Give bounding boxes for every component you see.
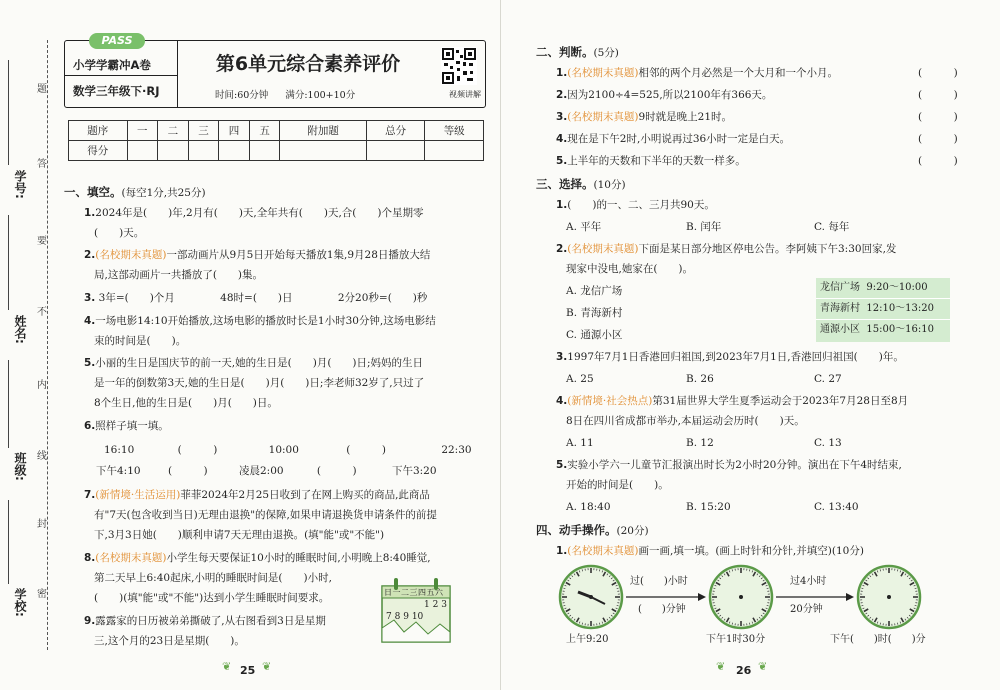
clock-3-caption[interactable]: 下午( )时( )分	[830, 634, 926, 645]
leaf-icon: ❦	[222, 660, 232, 673]
score-cell: 四	[219, 121, 250, 141]
calendar-day: 8	[394, 612, 401, 622]
choice-option[interactable]: A. 平年	[566, 221, 602, 233]
time-row-24h	[104, 440, 472, 460]
score-input-cell[interactable]	[366, 141, 425, 161]
arrow-1-top-label[interactable]: 过( )小时	[630, 576, 688, 587]
student-id-label: 学号:	[13, 170, 27, 199]
score-input-cell[interactable]	[249, 141, 280, 161]
score-input-cell[interactable]	[280, 141, 366, 161]
section-title	[536, 522, 649, 538]
time-cell: 10:00	[268, 444, 299, 456]
series-name: 小学学霸冲A卷	[73, 58, 151, 72]
exam-full-score: 满分:100+10分	[285, 90, 356, 101]
judge-answer-paren[interactable]: ( )	[918, 155, 958, 167]
choice-option[interactable]: C. 通源小区	[566, 329, 623, 341]
question-number: 8.	[84, 552, 96, 564]
source-tag: (名校期末真题)	[95, 552, 167, 564]
question-text: 现在是下午2时,小明说再过36小时一定是白天。	[567, 133, 791, 145]
cut-word: 要	[37, 236, 47, 247]
choice-option[interactable]: C. 27	[814, 373, 842, 385]
calendar-row-2	[386, 612, 423, 622]
question-text: 9时就是晚上21时。	[638, 111, 733, 123]
question-text: 实验小学六一儿童节汇报演出时长为2小时20分钟。演出在下午4时结束,	[567, 459, 902, 471]
question-text: 下,3月3日她( )顺利申请7天无理由退换。(填"能"或"不能")	[94, 529, 385, 541]
choice-option[interactable]: B. 青海新村	[566, 307, 623, 319]
clock-2-icon[interactable]	[708, 564, 774, 630]
arrow-2-bottom-label: 20分钟	[790, 604, 823, 615]
question-text: ( )的一、二、三月共90天。	[567, 199, 715, 211]
calendar-day: 10	[411, 612, 424, 622]
question-number: 2.	[84, 249, 96, 261]
time-cell: ( )	[177, 444, 218, 456]
question-text: 是一年的倒数第3天,她的生日是( )月( )日;李老师32岁了,只过了	[94, 377, 425, 389]
arrow-1-bottom-label[interactable]: ( )分钟	[638, 604, 686, 615]
question-text: ( )(填"能"或"不能")达到小学生睡眠时间要求。	[94, 592, 330, 604]
class-label: 班级:	[13, 452, 27, 481]
section-title	[64, 184, 206, 200]
source-tag: (名校期末真题)	[567, 67, 639, 79]
section-points: (10分)	[593, 179, 626, 191]
choice-question-3	[556, 347, 904, 367]
question-number: 5.	[556, 155, 568, 167]
notice-time: 15:00～16:10	[866, 324, 934, 335]
question-number: 4.	[84, 315, 96, 327]
question-text: 下面是某日部分地区停电公告。李阿姨下午3:30回家,发	[638, 243, 897, 255]
score-input-cell[interactable]	[127, 141, 158, 161]
time-cell: 16:10	[104, 444, 135, 456]
calendar-day: 1	[424, 600, 430, 610]
pass-badge: PASS	[89, 33, 145, 49]
judge-item	[556, 107, 732, 127]
choice-option[interactable]: B. 26	[686, 373, 714, 385]
question-text: 露露家的日历被弟弟撕破了,从右图看到3日是星期	[95, 615, 326, 627]
section-title-text: 四、动手操作。	[536, 523, 617, 537]
cut-word: 密	[37, 589, 47, 600]
calendar-row-1	[424, 600, 447, 610]
score-table	[68, 120, 484, 161]
cut-word: 内	[37, 380, 47, 391]
school-line	[8, 500, 31, 584]
question-part: 48时=( )日	[220, 292, 293, 304]
score-cell: 三	[188, 121, 219, 141]
calendar-day: 3	[441, 600, 447, 610]
question-text: ( )天。	[94, 227, 145, 239]
choice-option[interactable]: C. 13	[814, 437, 842, 449]
clock-1-caption: 上午9:20	[566, 634, 609, 645]
choice-option[interactable]: B. 闰年	[686, 221, 722, 233]
grade-name: 数学三年级下·RJ	[73, 84, 160, 98]
choice-question-5	[556, 455, 902, 495]
class-line	[8, 360, 31, 448]
time-cell: 22:30	[441, 444, 472, 456]
question-text: 局,这部动画片一共播放了( )集。	[94, 269, 264, 281]
question-text: 束的时间是( )。	[94, 335, 187, 347]
exam-header	[64, 34, 486, 108]
notice-row	[816, 298, 950, 319]
torn-calendar	[380, 576, 452, 644]
question-text: 一场电影14:10开始播放,这场电影的播放时长是1小时30分钟,这场电影结	[95, 315, 436, 327]
judge-answer-paren[interactable]: ( )	[918, 133, 958, 145]
time-cell: 下午4:10	[96, 465, 141, 477]
question-text: 小丽的生日是国庆节的前一天,她的生日是( )月( )日;妈妈的生日	[95, 357, 424, 369]
question-text: 上半年的天数和下半年的天数一样多。	[567, 155, 746, 167]
question-number: 2.	[556, 243, 568, 255]
source-tag: (名校期末真题)	[567, 545, 639, 557]
leaf-icon: ❦	[716, 660, 726, 673]
cut-word: 线	[37, 451, 47, 462]
question-number: 1.	[556, 545, 568, 557]
question-5	[84, 353, 424, 413]
choice-question-1	[556, 195, 715, 215]
notice-row	[816, 319, 950, 340]
question-text: 画一画,填一填。(画上时针和分针,并填空)(10分)	[638, 545, 864, 557]
score-cell: 总分	[366, 121, 425, 141]
score-cell: 附加题	[280, 121, 366, 141]
section-title	[536, 44, 619, 60]
student-id-line	[8, 60, 31, 165]
question-text: 1997年7月1日香港回归祖国,到2023年7月1日,香港回归祖国( )年。	[567, 351, 904, 363]
leaf-icon: ❦	[262, 660, 272, 673]
time-row-12h	[96, 461, 437, 481]
score-table-header-row	[69, 121, 484, 141]
choice-option[interactable]: A. 25	[566, 373, 594, 385]
judge-item	[556, 129, 790, 149]
judge-answer-paren[interactable]: ( )	[918, 89, 958, 101]
judge-item	[556, 63, 838, 83]
section-points: (20分)	[616, 525, 649, 537]
question-text: 开始的时间是( )。	[566, 479, 669, 491]
section-title-text: 一、填空。	[64, 185, 122, 199]
question-text: 第二天早上6:40起床,小明的睡眠时间是( )小时,	[94, 572, 332, 584]
question-text: 一部动画片从9月5日开始每天播放1集,9月28日播放大结	[166, 249, 431, 261]
question-number: 3.	[84, 292, 96, 304]
score-input-cell[interactable]	[219, 141, 250, 161]
score-input-cell[interactable]	[158, 141, 189, 161]
question-number: 4.	[556, 133, 568, 145]
question-number: 3.	[556, 111, 568, 123]
source-tag: (名校期末真题)	[95, 249, 167, 261]
source-tag: (名校期末真题)	[567, 243, 639, 255]
source-tag: (新情境·社会热点)	[567, 395, 653, 407]
calendar-day: 7	[386, 612, 392, 622]
choice-option[interactable]: A. 11	[566, 437, 594, 449]
clock-2-caption: 下午1时30分	[706, 634, 766, 645]
choice-option[interactable]: B. 12	[686, 437, 714, 449]
question-number: 1.	[556, 199, 568, 211]
question-text: 2024年是( )年,2月有( )天,全年共有( )天,合( )个星期零	[95, 207, 424, 219]
question-number: 4.	[556, 395, 568, 407]
score-cell: 题序	[69, 121, 128, 141]
question-text: 小学生每天要保证10小时的睡眠时间,小明晚上8:40睡觉,	[166, 552, 431, 564]
question-text: 照样子填一填。	[95, 420, 169, 432]
question-4	[84, 311, 436, 351]
exam-title: 第6单元综合素养评价	[215, 53, 401, 75]
question-text: 菲菲2024年2月25日收到了在网上购买的商品,此商品	[180, 489, 430, 501]
qr-code-icon[interactable]	[441, 47, 477, 85]
question-number: 5.	[556, 459, 568, 471]
question-2	[84, 245, 430, 285]
question-number: 2.	[556, 89, 568, 101]
notice-place: 龙信广场	[820, 282, 860, 293]
question-text: 因为2100÷4=525,所以2100年有366天。	[567, 89, 773, 101]
question-part: 3年=( )个月	[98, 292, 175, 304]
choice-option[interactable]: A. 18:40	[566, 501, 611, 513]
calendar-day: 2	[432, 600, 439, 610]
score-row-label: 得分	[69, 141, 128, 161]
section-points: (每空1分,共25分)	[121, 187, 206, 199]
exam-time: 时间:60分钟	[215, 90, 269, 101]
name-label: 姓名:	[13, 315, 27, 344]
question-text: 8个生日,他的生日是( )月( )日。	[94, 397, 278, 409]
name-line	[8, 215, 31, 310]
question-number: 5.	[84, 357, 96, 369]
question-6	[84, 416, 169, 436]
judge-item	[556, 85, 772, 105]
question-number: 1.	[84, 207, 96, 219]
question-number: 1.	[556, 67, 568, 79]
question-1	[84, 203, 423, 243]
notice-place: 青海新村	[820, 303, 860, 314]
cut-word: 不	[37, 307, 47, 318]
choice-options	[566, 369, 842, 389]
score-input-cell[interactable]	[188, 141, 219, 161]
question-9	[84, 611, 326, 651]
question-number: 6.	[84, 420, 96, 432]
section-points: (5分)	[593, 47, 619, 59]
notice-row	[816, 278, 950, 298]
score-cell: 一	[127, 121, 158, 141]
source-tag: (新情境·生活运用)	[95, 489, 181, 501]
judge-item	[556, 151, 746, 171]
drawing-question-1	[556, 541, 864, 561]
time-cell: ( )	[316, 465, 357, 477]
school-label: 学校:	[13, 588, 27, 617]
time-cell: 凌晨2:00	[238, 465, 284, 477]
clock-1-icon	[558, 564, 624, 630]
choice-option[interactable]: C. 13:40	[814, 501, 859, 513]
choice-question-2	[556, 239, 896, 279]
calendar-weekdays: 日一二三四五六	[384, 588, 444, 597]
leaf-icon: ❦	[758, 660, 768, 673]
section-title-text: 三、选择。	[536, 177, 594, 191]
clock-3-icon[interactable]	[856, 564, 922, 630]
page-number-right: 26	[736, 664, 752, 677]
binding-margin	[0, 0, 64, 690]
series-divider	[65, 75, 177, 76]
section-title-text: 二、判断。	[536, 45, 594, 59]
judge-answer-paren[interactable]: ( )	[918, 111, 958, 123]
choice-option[interactable]: B. 15:20	[686, 501, 731, 513]
score-table-score-row	[69, 141, 484, 161]
score-cell: 五	[249, 121, 280, 141]
series-box	[65, 34, 178, 107]
judge-answer-paren[interactable]: ( )	[918, 67, 958, 79]
qr-caption: 视频讲解	[449, 90, 481, 99]
notice-time: 9:20～10:00	[866, 282, 928, 293]
question-text: 有"7天(包含收到当日)无理由退换"的保障,如果申请退换货申请条件的前提	[94, 509, 437, 521]
choice-options	[566, 497, 859, 517]
choice-option[interactable]: A. 龙信广场	[566, 285, 623, 297]
cut-word: 答	[37, 159, 47, 170]
score-cell: 二	[158, 121, 189, 141]
power-outage-notice	[816, 278, 950, 342]
choice-options	[566, 217, 850, 237]
time-cell: ( )	[167, 465, 208, 477]
cut-word: 题	[37, 84, 47, 95]
page-number-left: 25	[240, 664, 256, 677]
question-3	[84, 288, 427, 308]
choice-option[interactable]: C. 每年	[814, 221, 850, 233]
question-part: 2分20秒=( )秒	[337, 292, 428, 304]
cut-word: 封	[37, 519, 47, 530]
question-text: 三,这个月的23日是星期( )。	[94, 635, 245, 647]
calendar-day: 9	[403, 612, 409, 622]
section-title	[536, 176, 626, 192]
exam-meta	[215, 87, 369, 101]
time-cell: ( )	[346, 444, 386, 456]
question-number: 9.	[84, 615, 96, 627]
question-text: 8日在四川省成都市举办,本届运动会历时( )天。	[566, 415, 805, 427]
question-7	[84, 485, 437, 545]
score-input-cell[interactable]	[425, 141, 484, 161]
score-cell: 等级	[425, 121, 484, 141]
arrow-2-top-label: 过4小时	[790, 576, 827, 587]
question-text: 第31届世界大学生夏季运动会于2023年7月28日至8月	[652, 395, 909, 407]
choice-options	[566, 433, 842, 453]
binding-dashed-line	[47, 40, 48, 650]
question-text: 相邻的两个月必然是一个大月和一个小月。	[638, 67, 838, 79]
question-number: 7.	[84, 489, 96, 501]
question-text: 现家中没电,她家在( )。	[566, 263, 694, 275]
time-cell: 下午3:20	[391, 465, 437, 477]
notice-time: 12:10～13:20	[866, 303, 934, 314]
question-number: 3.	[556, 351, 568, 363]
choice-question-4	[556, 391, 908, 431]
notice-place: 通源小区	[820, 324, 860, 335]
question-8	[84, 548, 431, 608]
source-tag: (名校期末真题)	[567, 111, 639, 123]
